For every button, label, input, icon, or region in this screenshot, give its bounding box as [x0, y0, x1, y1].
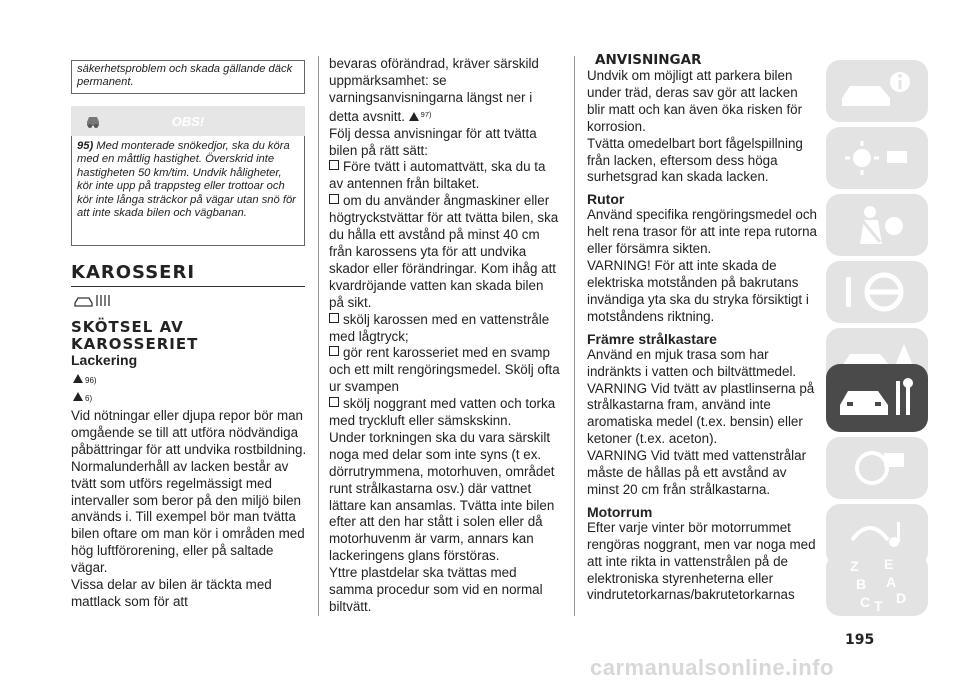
- rutor-heading: Rutor: [587, 191, 625, 208]
- anvisningar-heading: ANVISNINGAR: [595, 52, 702, 68]
- heading-rule: [71, 286, 305, 287]
- ref-6-label: 6): [85, 394, 93, 403]
- paragraph: Vissa delar av bilen är täckta med mattlack som för att: [71, 577, 272, 609]
- stralkastare-heading: Främre strålkastare: [587, 330, 717, 347]
- paragraph: Använd specifika rengöringsmedel och helt rena trasor för att inte repa rutorna eller försämra sikten.: [587, 207, 818, 257]
- column-2-body: [329, 56, 561, 616]
- bullet-icon: [329, 160, 339, 170]
- car-wrench-icon: [832, 371, 922, 425]
- paragraph: Efter varje vinter bör motorrummet rengöras noggrant, men var noga med att inte rikta in vattenstrålen på de elektroniska styrenheterna eller vindrutetorkarnas/bakrutetorkarnas: [587, 519, 816, 603]
- lackering-heading: Lackering: [71, 352, 138, 368]
- section-heading: KAROSSERI: [71, 262, 196, 283]
- list-item-text: gör rent karosseriet med en svamp och ett milt rengöringsmedel. Skölj ofta ur svampen: [329, 345, 560, 395]
- list-item: [329, 312, 561, 346]
- tab-driving[interactable]: [826, 261, 928, 323]
- list-item: [329, 193, 561, 311]
- list-item-text: om du använder ångmaskiner eller högtryckstvättar för att tvätta bilen, ska du hålla ett avstånd på minst 40 cm från karossens yta för att undvika skador eller förändringar. Kom ihåg att kvardröjande vatten kan skada bilen på sikt.: [329, 193, 559, 310]
- page-number: 195: [845, 632, 875, 648]
- top-note-box: [71, 60, 305, 94]
- seat-belt-airbag-icon: [832, 200, 922, 250]
- technical-data-icon: [832, 443, 922, 493]
- list-item: [329, 396, 561, 430]
- subheading-line1: SKÖTSEL AV: [71, 318, 184, 336]
- index-letter: T: [874, 598, 883, 614]
- paragraph: VARNING! För att inte skada de elektriska motstånden på bakrutans invändiga yta ska du stryka försiktigt i motståndens riktning.: [587, 258, 809, 324]
- steering-wheel-icon: [832, 267, 922, 317]
- paragraph: Vid nötningar eller djupa repor bör man omgående se till att utföra nödvändiga påbättringar för att undvika rostbildning.: [71, 408, 307, 457]
- ref-96: [73, 374, 97, 385]
- watermark: carmanualsonline.info: [590, 655, 834, 680]
- obs-number: 95): [77, 140, 94, 152]
- obs-text: Med monterade snökedjor, ska du köra med en måttlig hastighet. Överskrid inte hastigheten 50 km/tim. Undvik håligheter, kör inte upp på trappsteg eller trottoar och kör inte långa sträckor på vägar utan snö för att inte skada bilen och vägbanan.: [77, 140, 296, 220]
- multimedia-icon: [832, 510, 922, 560]
- top-note-text: säkerhetsproblem och skada gällande däck permanent.: [77, 63, 293, 89]
- tab-lights[interactable]: [826, 127, 928, 189]
- list-item-text: skölj noggrant med vatten och torka med tryckluft eller sämskskinn.: [329, 396, 556, 429]
- tab-safety[interactable]: [826, 194, 928, 256]
- ref-6: [73, 392, 92, 403]
- paragraph: Följ dessa anvisningar för att tvätta bilen på rätt sätt:: [329, 125, 537, 158]
- column-1-body: [71, 408, 307, 611]
- paragraph: Normalunderhåll av lacken består av tvätt som utförs regelmässigt med intervaller som beror på den miljö bilen används i. Till exempel bör man tvätta bilen oftare om man kör i områden med hög luftförorening, eller på saltade vägar.: [71, 458, 305, 576]
- list-item: [329, 159, 561, 193]
- paragraph: bevaras oförändrad, kräver särskild uppmärksamhet: se varningsanvisningarna längst ner i detta avsnitt.: [329, 56, 539, 124]
- paragraph: VARNING Vid tvätt med vattenstrålar måste de hållas på ett avstånd av minst 20 cm från strålkastarna.: [587, 448, 807, 497]
- index-letter: A: [886, 574, 897, 590]
- paragraph: Använd en mjuk trasa som har indränkts i vatten och biltvättmedel.: [587, 346, 797, 379]
- index-letter: Z: [850, 558, 859, 574]
- obs-label: OBS!: [171, 114, 205, 129]
- index-letter: C: [860, 594, 871, 610]
- subheading-line2: KAROSSERIET: [71, 335, 199, 353]
- index-letter: E: [884, 556, 894, 572]
- paragraph: VARNING Vid tvätt av plastlinserna på strålkastarna fram, använd inte aromatiska medel (t.ex. bensin) eller ketoner (t.ex. aceton).: [587, 380, 815, 447]
- index-letter: B: [856, 576, 867, 592]
- bullet-icon: [329, 346, 339, 356]
- paragraph: Tvätta omedelbart bort fågelspillning från lacken, eftersom dess höga surhetsgrad kan skada lacken.: [587, 135, 803, 185]
- column-divider: [318, 56, 319, 616]
- paragraph: Undvik om möjligt att parkera bilen under träd, deras sav gör att lacken blir matt och kan även öka risken för korrosion.: [587, 68, 803, 134]
- index-letters: [826, 554, 928, 616]
- obs-header: [71, 106, 305, 136]
- obs-box: [71, 136, 305, 246]
- warning-icon: [73, 374, 83, 383]
- list-item: [329, 345, 561, 396]
- bullet-icon: [329, 397, 339, 407]
- tab-index[interactable]: [826, 554, 928, 616]
- tab-car-info[interactable]: [826, 60, 928, 122]
- car-info-icon: [832, 66, 922, 116]
- tab-technical-data[interactable]: [826, 437, 928, 499]
- warning-icon: [409, 112, 419, 121]
- bullet-icon: [329, 194, 339, 204]
- column-3-body: [587, 52, 817, 604]
- car-care-icon: [73, 292, 117, 308]
- index-letter: D: [896, 590, 907, 606]
- bullet-icon: [329, 313, 339, 323]
- list-item-text: skölj karossen med en vattenstråle med lågtryck;: [329, 311, 550, 344]
- dashboard-lights-icon: [832, 133, 922, 183]
- list-item-text: Före tvätt i automattvätt, ska du ta av antennen från biltaket.: [329, 159, 546, 192]
- caution-icon: [73, 392, 83, 401]
- tab-maintenance-active[interactable]: [826, 364, 928, 432]
- paragraph: Yttre plastdelar ska tvättas med samma procedur som vid en normal biltvätt.: [329, 565, 543, 614]
- paragraph: Under torkningen ska du vara särskilt noga med delar som inte syns (t ex. dörrutrymmena, motorhuven, området runt strålkastarna osv.) där vattnet lättare kan ansamlas. Tvätta inte bilen efter att den har stått i solen eller då motorhuvenm är varm, annars kan lackeringens glans förstöras.: [329, 429, 555, 564]
- motorrum-heading: Motorrum: [587, 503, 653, 520]
- ref-96-label: 96): [85, 376, 97, 385]
- ref-97: 97): [420, 109, 432, 119]
- column-divider: [574, 56, 575, 616]
